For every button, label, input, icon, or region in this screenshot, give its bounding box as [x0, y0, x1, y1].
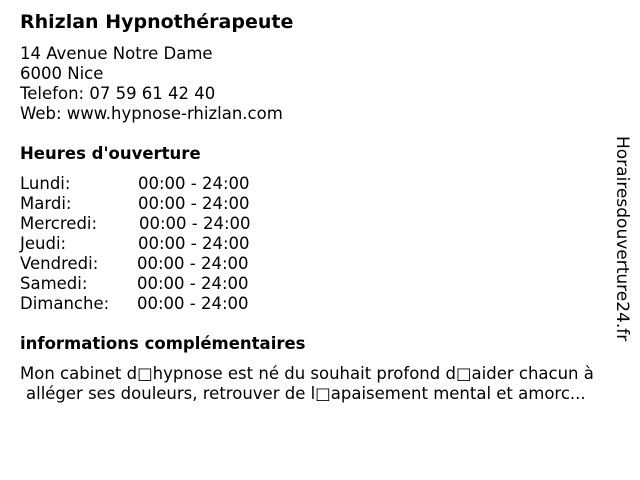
time-range: 00:00 - 24:00 [137, 294, 249, 313]
phone-number: Telefon: 07 59 61 42 40 [20, 84, 216, 103]
day-label: Mardi: [20, 194, 72, 213]
time-range: 00:00 - 24:00 [138, 234, 250, 253]
day-label: Samedi: [20, 274, 88, 293]
address-street: 14 Avenue Notre Dame [20, 44, 213, 63]
info-line-2: alléger ses douleurs, retrouver de l□apaisement mental et amorc... [26, 384, 586, 403]
day-label: Vendredi: [20, 254, 99, 273]
time-range: 00:00 - 24:00 [137, 254, 249, 273]
day-label: Jeudi: [20, 234, 67, 253]
address-block [20, 44, 283, 124]
info-heading: informations complémentaires [20, 334, 306, 353]
address-city: 6000 Nice [20, 64, 104, 83]
time-range: 00:00 - 24:00 [137, 274, 249, 293]
hours-heading: Heures d'ouverture [20, 144, 201, 163]
info-description [20, 364, 628, 404]
time-range: 00:00 - 24:00 [138, 174, 250, 193]
time-range: 00:00 - 24:00 [139, 214, 251, 233]
day-label: Dimanche: [20, 294, 110, 313]
website: Web: www.hypnose-rhizlan.com [20, 104, 283, 123]
time-range: 00:00 - 24:00 [138, 194, 250, 213]
day-label: Lundi: [20, 174, 71, 193]
site-watermark: Horairesdouverture24.fr [612, 136, 632, 342]
business-name: Rhizlan Hypnothérapeute [20, 11, 294, 33]
info-line-1: Mon cabinet d□hypnose est né du souhait profond d□aider chacun à [20, 364, 594, 383]
day-label: Mercredi: [20, 214, 98, 233]
